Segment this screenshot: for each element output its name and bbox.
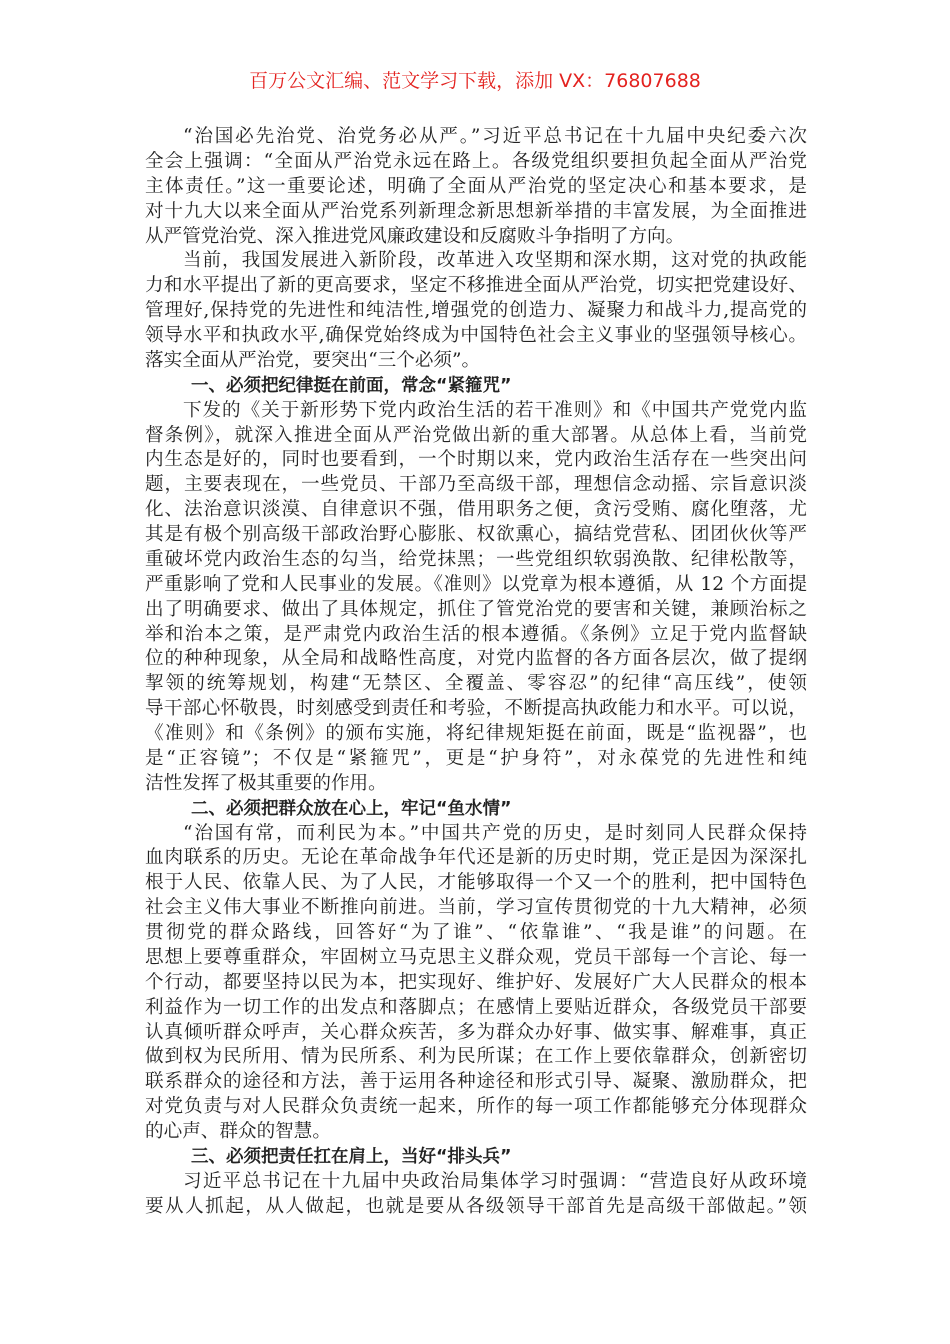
text-line: 利益作为一切工作的出发点和落脚点；在感情上要贴近群众，各级党员干部要 [145, 996, 807, 1018]
paragraph [145, 1170, 807, 1220]
text-line: 对党负责与对人民群众负责统一起来，所作的每一项工作都能够充分体现群众 [145, 1096, 807, 1118]
text-line: “治国必先治党、治党务必从严。”习近平总书记在十九届中央纪委六次 [183, 126, 807, 147]
text-line: 挈领的统筹规划，构建“无禁区、全覆盖、零容忍”的纪律“高压线”，使领 [145, 673, 807, 695]
paragraph [145, 249, 807, 373]
text-line: 领导水平和执政水平,确保党始终成为中国特色社会主义事业的坚强领导核心。 [145, 325, 807, 346]
text-line: “治国有常，而利民为本。”中国共产党的历史，是时刻同人民群众保持 [183, 822, 807, 844]
text-line: 是“正容镜”；不仅是“紧箍咒”，更是“护身符”，对永葆党的先进性和纯 [145, 747, 807, 769]
paragraph [145, 822, 807, 1145]
text-line: 洁性发挥了极其重要的作用。 [145, 772, 387, 794]
text-line: 内生态是好的，同时也要看到，一个时期以来，党内政治生活存在一些突出问 [145, 449, 807, 471]
text-line: 严重影响了党和人民事业的发展。《准则》以党章为根本遵循，从 12 个方面提 [145, 573, 807, 595]
text-line: 举和治本之策，是严肃党内政治生活的根本遵循。《条例》立足于党内监督缺 [145, 623, 807, 645]
text-line: 联系群众的途径和方法，善于运用各种途径和形式引导、凝聚、激励群众，把 [145, 1071, 807, 1093]
text-line: 力和水平提出了新的更高要求，坚定不移推进全面从严治党，切实把党建设好、 [145, 275, 807, 297]
text-line: 落实全面从严治党，要突出“三个必须”。 [145, 349, 481, 371]
text-line: 根于人民、依靠人民、为了人民，才能够取得一个又一个的胜利，把中国特色 [145, 872, 807, 894]
text-line: 个行动，都要坚持以民为本，把实现好、维护好、发展好广大人民群众的根本 [145, 971, 807, 993]
text-line: 位的种种现象，从全局和战略性高度，对党内监督的各方面各层次，做了提纲 [145, 648, 807, 670]
text-line: 《准则》和《条例》的颁布实施，将纪律规矩挺在前面，既是“监视器”，也 [145, 723, 807, 744]
text-line: 管理好,保持党的先进性和纯洁性,增强党的创造力、凝聚力和战斗力,提高党的 [145, 300, 807, 322]
section-heading [145, 1145, 807, 1170]
text-line: 重破坏党内政治生态的勾当，给党抹黑；一些党组织软弱涣散、纪律松散等， [145, 548, 807, 570]
text-line: 的心声、群众的智慧。 [145, 1121, 331, 1142]
text-line: 血肉联系的历史。无论在革命战争年代还是新的历史时期，党正是因为深深扎 [145, 847, 807, 869]
heading-text: 三、必须把责任扛在肩上，当好“排头兵” [191, 1146, 512, 1167]
document-body [145, 125, 807, 1220]
text-line: 导干部心怀敬畏，时刻感受到责任和考验，不断提高执政能力和水平。可以说， [145, 698, 807, 720]
text-line: 化、法治意识淡漠、自律意识不强，借用职务之便，贪污受贿、腐化堕落，尤 [145, 499, 807, 521]
text-line: 从严管党治党、深入推进党风廉政建设和反腐败斗争指明了方向。 [145, 225, 685, 247]
text-line: 习近平总书记在十九届中央政治局集体学习时强调：“营造良好从政环境 [183, 1170, 807, 1192]
text-line: 要从人抓起，从人做起，也就是要从各级领导干部首先是高级干部做起。”领 [145, 1195, 807, 1217]
text-line: 认真倾听群众呼声，关心群众疾苦，多为群众办好事、做实事、解难事，真正 [145, 1021, 807, 1043]
heading-text: 二、必须把群众放在心上，牢记“鱼水情” [191, 798, 512, 819]
paragraph [145, 399, 807, 797]
text-line: 当前，我国发展进入新阶段，改革进入攻坚期和深水期，这对党的执政能 [183, 250, 807, 272]
text-line: 做到权为民所用、情为民所系、利为民所谋；在工作上要依靠群众，创新密切 [145, 1046, 807, 1068]
text-line: 下发的《关于新形势下党内政治生活的若干准则》和《中国共产党党内监 [183, 399, 807, 421]
section-heading [145, 797, 807, 822]
section-heading [145, 374, 807, 399]
text-line: 思想上要尊重群众，牢固树立马克思主义群众观，党员干部每一个言论、每一 [145, 946, 807, 968]
text-line: 贯彻党的群众路线，回答好“为了谁”、“依靠谁”、“我是谁”的问题。在 [145, 922, 807, 943]
text-line: 主体责任。”这一重要论述，明确了全面从严治党的坚定决心和基本要求，是 [145, 175, 807, 197]
text-line: 题，主要表现在，一些党员、干部乃至高级干部，理想信念动摇、宗旨意识淡 [145, 474, 807, 496]
text-line: 出了明确要求、做出了具体规定，抓住了管党治党的要害和关键，兼顾治标之 [145, 598, 807, 620]
text-line: 全会上强调：“全面从严治党永远在路上。各级党组织要担负起全面从严治党 [145, 150, 807, 172]
paragraph [145, 125, 807, 249]
heading-text: 一、必须把纪律挺在前面，常念“紧箍咒” [191, 375, 512, 396]
text-line: 督条例》，就深入推进全面从严治党做出新的重大部署。从总体上看，当前党 [145, 424, 807, 446]
text-line: 其是有极个别高级干部政治野心膨胀、权欲熏心，搞结党营私、团团伙伙等严 [145, 524, 807, 545]
text-line: 社会主义伟大事业不断推向前进。当前，学习宣传贯彻党的十九大精神，必须 [145, 897, 807, 919]
download-banner: 百万公文汇编、范文学习下载，添加 VX：76807688 [249, 70, 701, 92]
text-line: 对十九大以来全面从严治党系列新理念新思想新举措的丰富发展，为全面推进 [145, 200, 807, 222]
